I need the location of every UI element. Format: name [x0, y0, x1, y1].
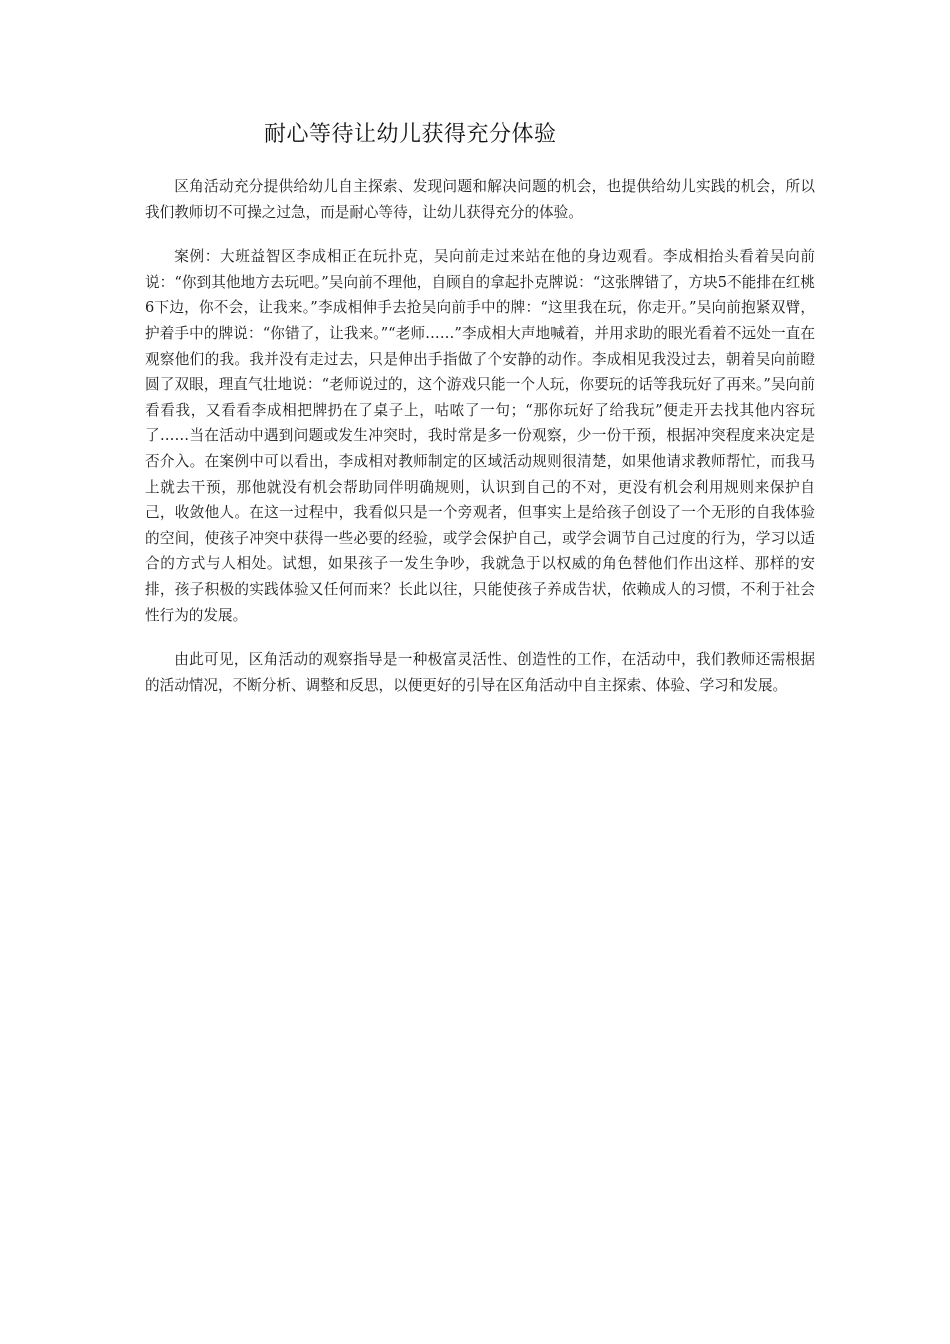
paragraph-case: 案例：大班益智区李成相正在玩扑克，吴向前走过来站在他的身边观看。李成相抬头看着吴向前说：“你到其他地方去玩吧。”吴向前不理他，自顾自的拿起扑克牌说：“这张牌错了，方块5不能排在红桃6下边，你不会，让我来。”李成相伸手去抢吴向前手中的牌：“这里我在玩，你走开。”吴向前抱紧双臂，护着手中的牌说：“你错了，让我来。”“老师……”李成相大声地喊着，并用求助的眼光看着不远处一直在观察他们的我。我并没有走过去，只是伸出手指做了个安静的动作。李成相见我没过去，朝着吴向前瞪圆了双眼，理直气壮地说：“老师说过的，这个游戏只能一个人玩，你要玩的话等我玩好了再来。”吴向前看看我，又看看李成相把牌扔在了桌子上，咕哝了一句；“那你玩好了给我玩”便走开去找其他内容玩了……当在活动中遇到问题或发生冲突时，我时常是多一份观察，少一份干预，根据冲突程度来决定是否介入。在案例中可以看出，李成相对教师制定的区域活动规则很清楚，如果他请求教师帮忙，而我马上就去干预，那他就没有机会帮助同伴明确规则，认识到自己的不对，更没有机会利用规则来保护自己，收敛他人。在这一过程中，我看似只是一个旁观者，但事实上是给孩子创设了一个无形的自我体验的空间，使孩子冲突中获得一些必要的经验，或学会保护自己，或学会调节自己过度的行为，学习以适合的方式与人相处。试想，如果孩子一发生争吵，我就急于以权威的角色替他们作出这样、那样的安排，孩子积极的实践体验又任何而来？长此以往，只能使孩子养成告状，依赖成人的习惯，不利于社会性行为的发展。	[145, 248, 815, 624]
document-title: 耐心等待让幼儿获得充分体验	[264, 122, 557, 147]
paragraph-intro: 区角活动充分提供给幼儿自主探索、发现问题和解决问题的机会，也提供给幼儿实践的机会，所以我们教师切不可操之过急，而是耐心等待，让幼儿获得充分的体验。	[145, 178, 815, 221]
document-body	[145, 174, 815, 717]
paragraph-conclusion: 由此可见，区角活动的观察指导是一种极富灵活性、创造性的工作，在活动中，我们教师还需根据的活动情况，不断分析、调整和反思，以便更好的引导在区角活动中自主探索、体验、学习和发展。	[145, 651, 815, 694]
